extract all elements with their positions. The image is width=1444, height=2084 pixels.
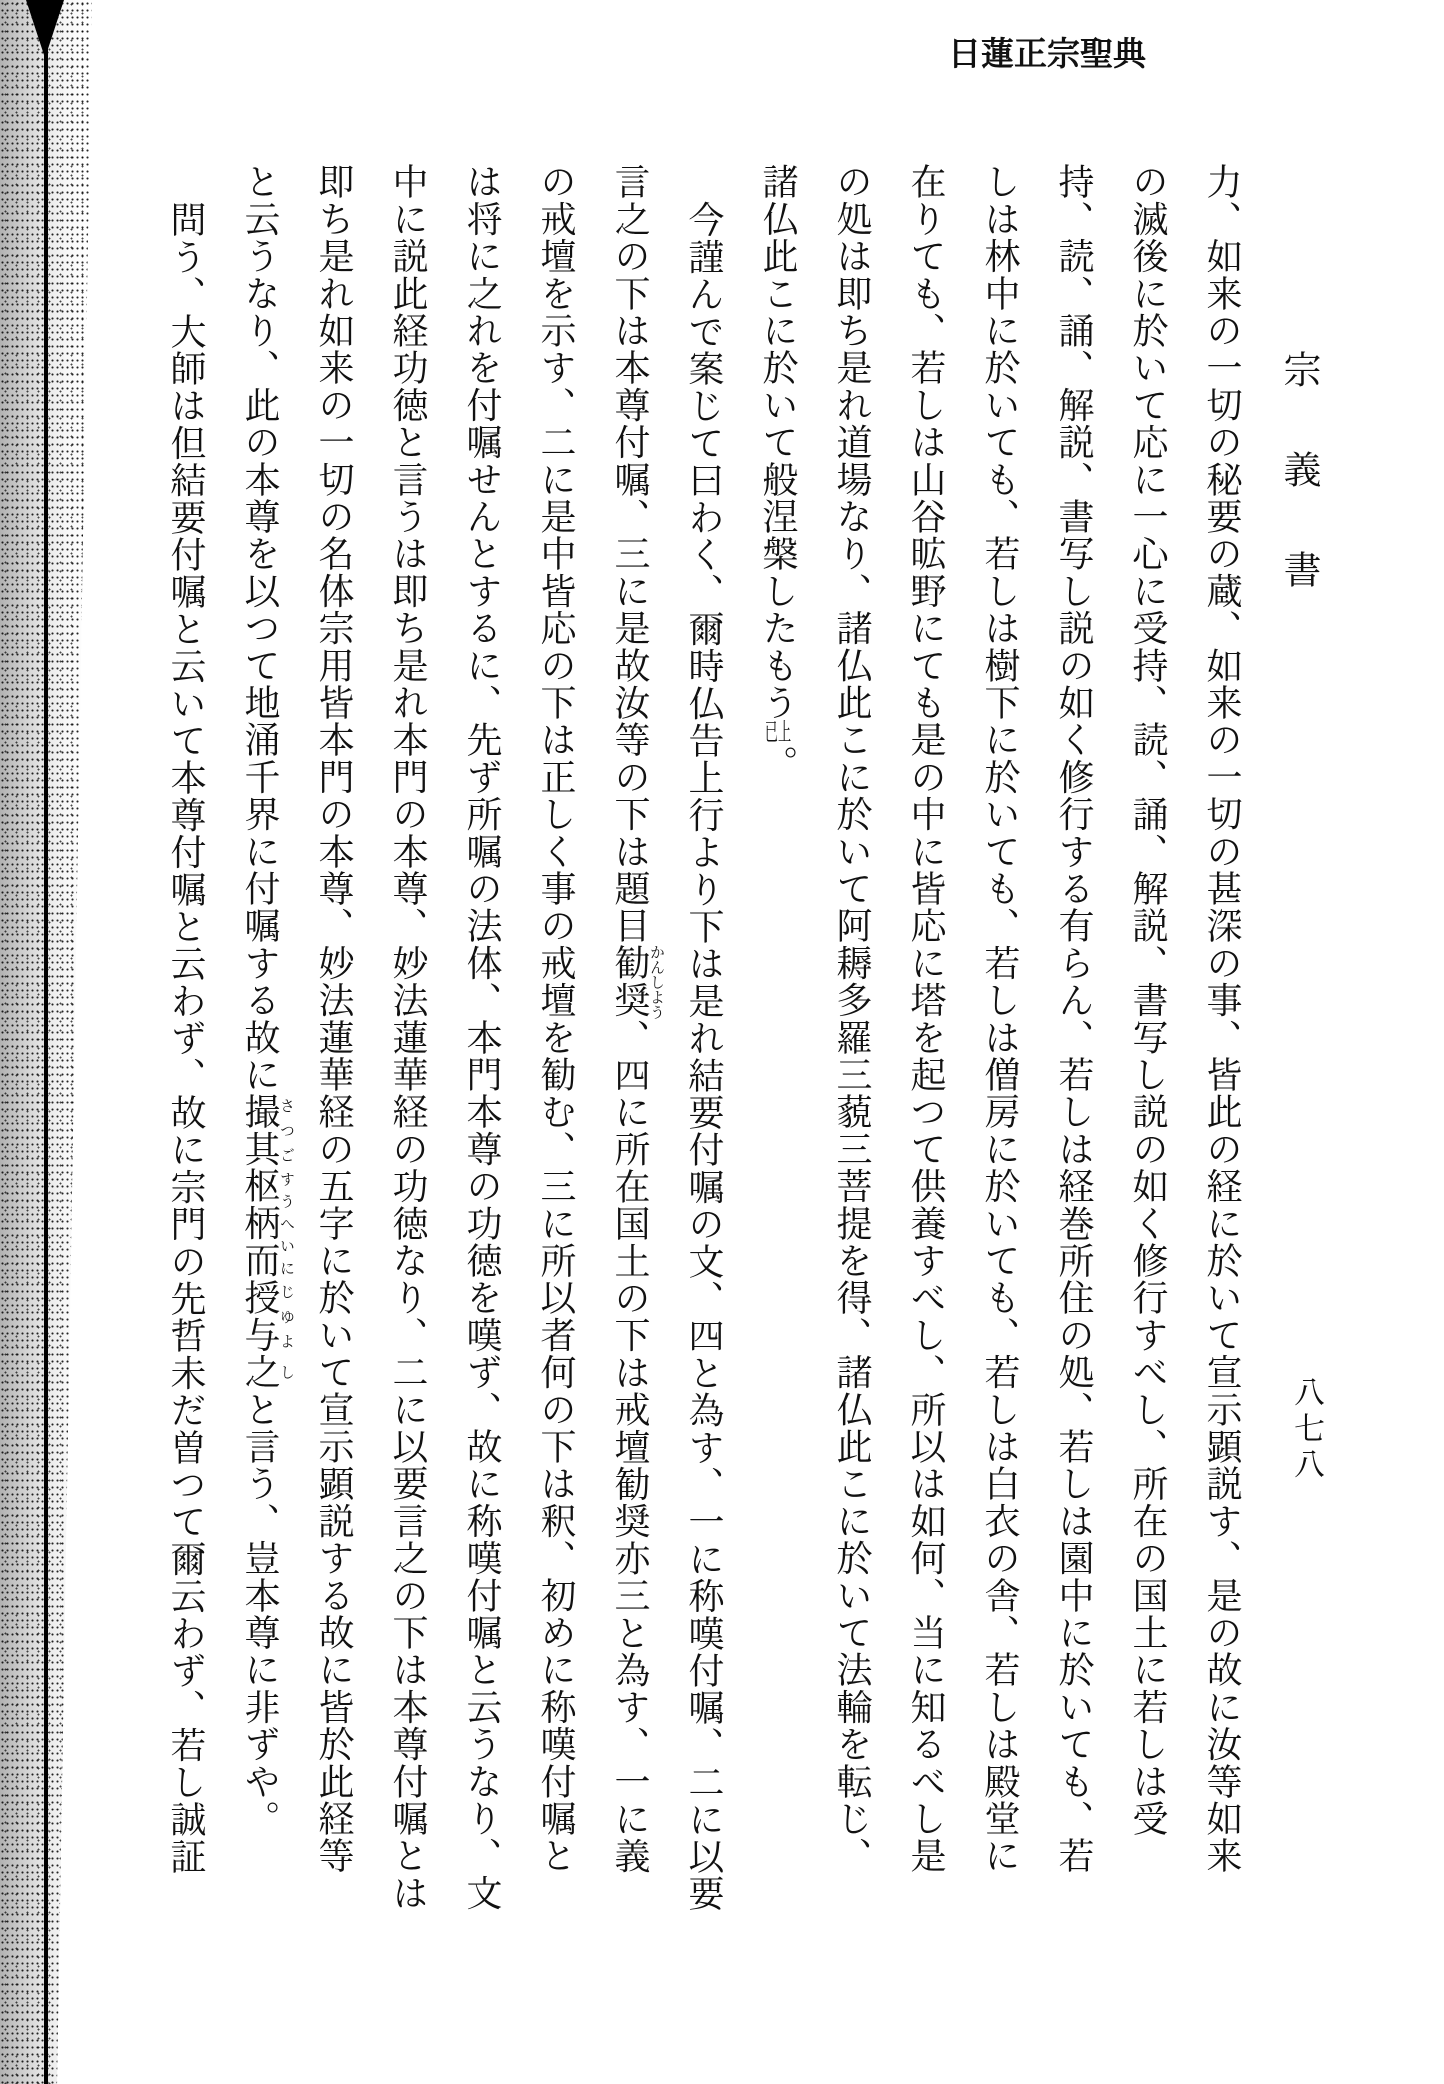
spine-crease-line (44, 0, 48, 2084)
text-column-3: 持、読、誦、解説、書写し説の如く修行する有らん、若しは経巻所住の処、若しは園中に於いても、若 (1054, 163, 1094, 1875)
text-column-12: 中に説此経功徳と言うは即ち是れ本門の本尊、妙法蓮華経の功徳なり、二に以要言之の下は本尊付嘱とは (388, 163, 428, 1912)
inline-note: 已上 (764, 721, 792, 745)
text-column-15: 問う、大師は但結要付嘱と云いて本尊付嘱と云わず、故に宗門の先哲未だ曽つて爾云わず、若し誠証 (166, 201, 206, 1875)
page-number: 八七八 (1289, 1376, 1324, 1484)
ruby-annotated-text: 之し (240, 1353, 294, 1391)
text-column-5: 在りても、若しは山谷昿野にても是の中に皆応に塔を起つて供養すべし、所以は如何、当に知るべし是 (906, 163, 946, 1875)
text-column-4: しは林中に於いても、若しは樹下に於いても、若しは僧房に於いても、若しは白衣の舎、若しは殿堂に (980, 163, 1020, 1875)
main-text-block (147, 163, 1259, 1915)
text-column-13: 即ち是れ如来の一切の名体宗用皆本門の本尊、妙法蓮華経の五字に於いて宣示顕説する故に皆於此経等 (314, 163, 354, 1875)
text-column-10: の戒壇を示す、二に是中皆応の下は正しく事の戒壇を勧む、三に所以者何の下は釈、初めに称嘆付嘱と (536, 163, 576, 1875)
text-column-1: 力、如来の一切の秘要の蔵、如来の一切の甚深の事、皆此の経に於いて宣示顕説す、是の故に汝等如来 (1202, 163, 1242, 1875)
text-column-6: の処は即ち是れ道場なり、諸仏此こに於いて阿耨多羅三藐三菩提を得、諸仏此こに於いて法輪を転じ、 (832, 163, 872, 1875)
text-column-11: は将に之れを付嘱せんとするに、先ず所嘱の法体、本門本尊の功徳を嘆ず、故に称嘆付嘱と云うなり、文 (462, 163, 502, 1912)
text-column-8: 今謹んで案じて曰わく、爾時仏告上行より下は是れ結要付嘱の文、四と為す、一に称嘆付嘱、二に以要 (684, 201, 724, 1913)
book-title: 日蓮正宗聖典 (948, 37, 1146, 73)
ruby-annotated-text: 撮其さつご (240, 1093, 294, 1168)
text-column-2: の滅後に於いて応に一心に受持、読、誦、解説、書写し説の如く修行すべし、所在の国土に若しは受 (1128, 163, 1168, 1837)
ruby-annotated-text: 枢柄而すうへいに (240, 1167, 294, 1280)
ruby-annotated-text: 勧奨かんしよう (610, 944, 664, 1020)
text-column-14: と云うなり、此の本尊を以つて地涌千界に付嘱する故に撮其さつご枢柄而すうへいに授与じゆよ之しと言う、豈本尊に非ずや。 (240, 163, 294, 1838)
section-title: 宗義書 (1277, 350, 1319, 650)
text-column-7: 諸仏此こに於いて般涅槃したもう已上。 (758, 163, 798, 783)
text-column-9: 言之の下は本尊付嘱、三に是故汝等の下は題目勧奨かんしよう、四に所在国土の下は戒壇勧奨亦三と為す、一に義 (610, 163, 664, 1875)
ruby-annotated-text: 授与じゆよ (240, 1279, 294, 1354)
spine-corner-wedge (26, 0, 64, 58)
